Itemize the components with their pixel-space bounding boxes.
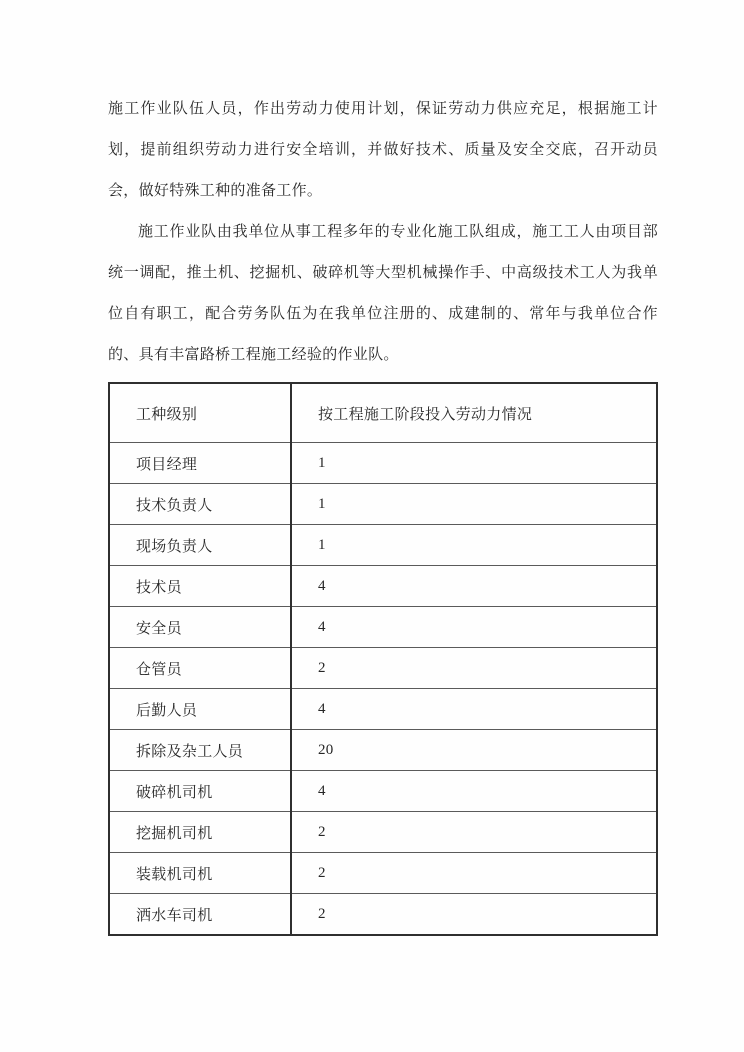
table-row xyxy=(109,607,657,648)
table-cell-count: 1 xyxy=(291,484,657,525)
table-cell-role: 安全员 xyxy=(109,607,291,648)
table-row xyxy=(109,689,657,730)
table-cell-count: 20 xyxy=(291,730,657,771)
table-cell-role: 仓管员 xyxy=(109,648,291,689)
table-row xyxy=(109,853,657,894)
table-cell-role: 破碎机司机 xyxy=(109,771,291,812)
table-cell-role: 挖掘机司机 xyxy=(109,812,291,853)
table-row xyxy=(109,525,657,566)
table-cell-count: 4 xyxy=(291,566,657,607)
paragraph-labor-plan: 施工作业队伍人员，作出劳动力使用计划，保证劳动力供应充足，根据施工计划，提前组织劳动力进行安全培训，并做好技术、质量及安全交底，召开动员会，做好特殊工种的准备工作。 xyxy=(108,101,658,199)
table-cell-count: 4 xyxy=(291,689,657,730)
table-cell-role: 拆除及杂工人员 xyxy=(109,730,291,771)
table-cell-count: 2 xyxy=(291,648,657,689)
table-cell-count: 4 xyxy=(291,607,657,648)
table-cell-role: 项目经理 xyxy=(109,443,291,484)
table-header-labor-by-stage: 按工程施工阶段投入劳动力情况 xyxy=(291,383,657,443)
table-row xyxy=(109,812,657,853)
table-row xyxy=(109,566,657,607)
table-row xyxy=(109,648,657,689)
table-row xyxy=(109,730,657,771)
table-cell-count: 2 xyxy=(291,853,657,894)
paragraph-crew-composition: 施工作业队由我单位从事工程多年的专业化施工队组成，施工工人由项目部统一调配，推土机、挖掘机、破碎机等大型机械操作手、中高级技术工人为我单位自有职工，配合劳务队伍为在我单位注册的、成建制的、常年与我单位合作的、具有丰富路桥工程施工经验的作业队。 xyxy=(108,224,658,363)
table-row xyxy=(109,484,657,525)
table-cell-count: 2 xyxy=(291,812,657,853)
labor-input-table xyxy=(108,382,658,936)
table-cell-role: 后勤人员 xyxy=(109,689,291,730)
table-cell-role: 装载机司机 xyxy=(109,853,291,894)
table-cell-role: 洒水车司机 xyxy=(109,894,291,936)
table-cell-count: 1 xyxy=(291,443,657,484)
table-cell-count: 4 xyxy=(291,771,657,812)
table-row xyxy=(109,771,657,812)
table-header-row xyxy=(109,383,657,443)
table-cell-count: 2 xyxy=(291,894,657,936)
table-cell-role: 技术员 xyxy=(109,566,291,607)
table-cell-role: 现场负责人 xyxy=(109,525,291,566)
table-row xyxy=(109,443,657,484)
table-cell-role: 技术负责人 xyxy=(109,484,291,525)
table-cell-count: 1 xyxy=(291,525,657,566)
table-header-job-level: 工种级别 xyxy=(109,383,291,443)
table-row xyxy=(109,894,657,936)
document-content xyxy=(108,89,658,936)
